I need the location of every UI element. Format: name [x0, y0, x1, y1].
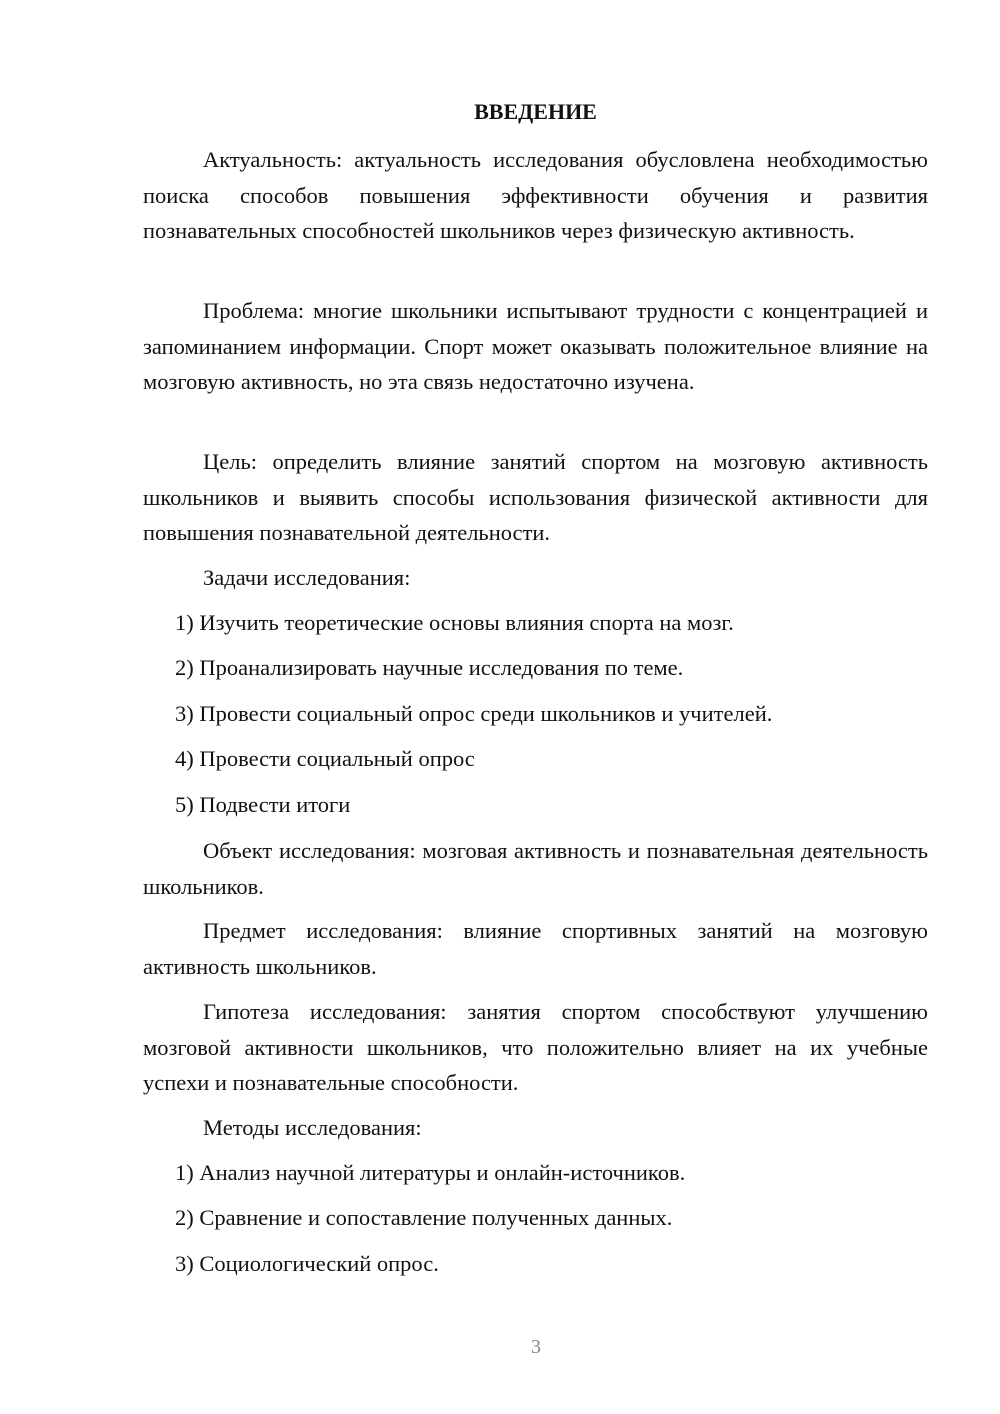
- method-item: 1) Анализ научной литературы и онлайн-источников.: [175, 1160, 686, 1185]
- task-item: 3) Провести социальный опрос среди школьников и учителей.: [175, 701, 773, 726]
- task-item: 5) Подвести итоги: [175, 792, 351, 817]
- tasks-heading: Задачи исследования:: [203, 565, 411, 590]
- task-item: 1) Изучить теоретические основы влияния спорта на мозг.: [175, 610, 734, 635]
- goal-paragraph: Цель: определить влияние занятий спортом на мозговую активность школьников и выявить способы использования физической активности для повышения познавательной деятельности.: [143, 449, 928, 545]
- task-item: 2) Проанализировать научные исследования по теме.: [175, 655, 684, 680]
- problem-paragraph: Проблема: многие школьники испытывают трудности с концентрацией и запоминанием информации. Спорт может оказывать положительное влияние на мозговую активность, но эта связь недостаточно изучена.: [143, 298, 928, 394]
- hypothesis-paragraph: Гипотеза исследования: занятия спортом способствуют улучшению мозговой активности школьников, что положительно влияет на их учебные успехи и познавательные способности.: [143, 999, 928, 1095]
- task-item: 4) Провести социальный опрос: [175, 746, 475, 771]
- page-title: ВВЕДЕНИЕ: [474, 99, 597, 124]
- subject-paragraph: Предмет исследования: влияние спортивных занятий на мозговую активность школьников.: [143, 918, 928, 979]
- page-number: 3: [531, 1336, 541, 1358]
- object-paragraph: Объект исследования: мозговая активность и познавательная деятельность школьников.: [143, 838, 928, 899]
- relevance-paragraph: Актуальность: актуальность исследования обусловлена необходимостью поиска способов повышения эффективности обучения и развития познавательных способностей школьников через физическую активность.: [143, 147, 928, 243]
- method-item: 2) Сравнение и сопоставление полученных данных.: [175, 1205, 673, 1230]
- methods-heading: Методы исследования:: [203, 1115, 422, 1140]
- method-item: 3) Социологический опрос.: [175, 1251, 439, 1276]
